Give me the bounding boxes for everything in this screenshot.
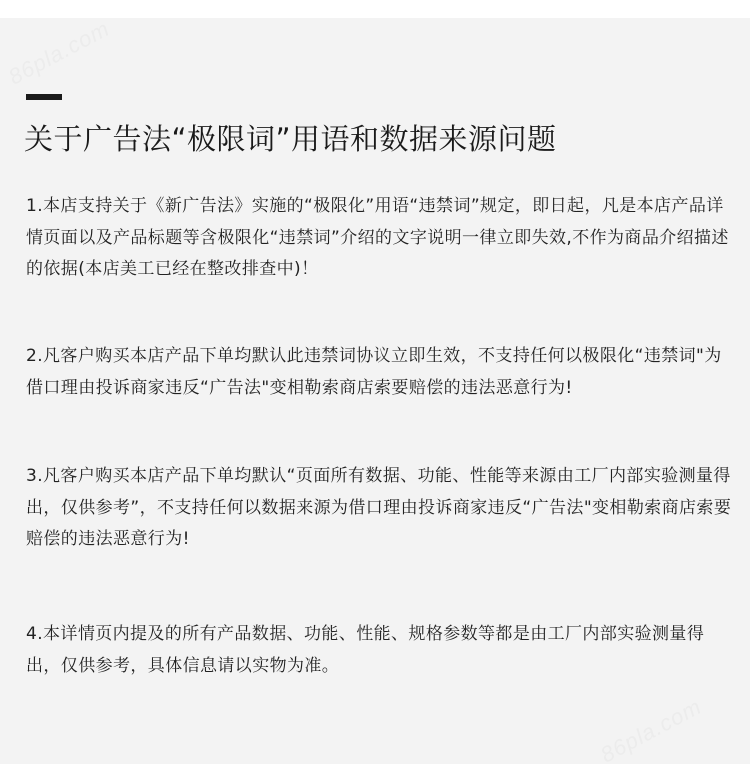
notice-paragraph-3: 3.凡客户购买本店产品下单均默认“页面所有数据、功能、性能等来源由工厂内部实验测量得出，仅供参考”，不支持任何以数据来源为借口理由投诉商家违反“广告法"变相勒索商店索要赔偿的违法恶意行为!	[26, 466, 732, 549]
notice-paragraph-4: 4.本详情页内提及的所有产品数据、功能、性能、规格参数等都是由工厂内部实验测量得出，仅供参考，具体信息请以实物为准。	[26, 624, 705, 676]
watermark-top: 86pla.com	[4, 15, 114, 90]
watermark-bottom: 86pla.com	[596, 693, 706, 768]
notice-title: 关于广告法“极限词”用语和数据来源问题	[24, 122, 557, 156]
notice-paragraph-2: 2.凡客户购买本店产品下单均默认此违禁词协议立即生效，不支持任何以极限化“违禁词"为借口理由投诉商家违反“广告法"变相勒索商店索要赔偿的违法恶意行为!	[26, 346, 722, 398]
title-accent-bar	[26, 94, 62, 100]
notice-paragraph-1: 1.本店支持关于《新广告法》实施的“极限化”用语“违禁词”规定，即日起，凡是本店产品详情页面以及产品标题等含极限化“违禁词”介绍的文字说明一律立即失效,不作为商品介绍描述的依据(本店美工已经在整改排查中)！	[26, 196, 729, 279]
